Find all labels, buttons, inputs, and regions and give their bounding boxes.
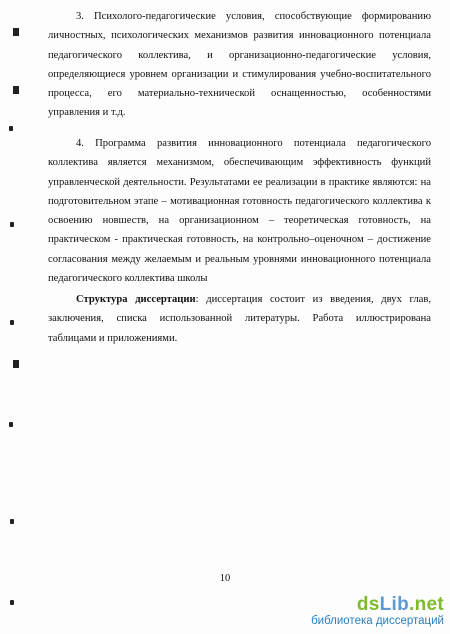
scan-mark-icon xyxy=(13,28,19,36)
scan-mark-icon xyxy=(10,600,14,605)
paragraph-3-block xyxy=(48,290,431,348)
paragraph-3 xyxy=(48,290,431,348)
watermark xyxy=(311,595,444,628)
watermark-logo: dsLib.net xyxy=(356,594,444,615)
paragraph-1-block xyxy=(48,7,431,123)
scan-mark-icon xyxy=(10,519,14,524)
paragraph-2: 4. Программа развития инновационного потенциала педагогического коллектива является механизмом, обеспечивающим эффективность функций управленческой деятельности. Результатами ее реализации в практике являются: на подготовительном этапе – мотивационная готовность педагогического коллектива к освоению новшеств, на организационном – теоретическая готовность, на практическом - практическая готовность, на контрольно–оценочном – достижение согласования между желаемым и реальным уровнями инновационного потенциала педагогического коллектива школы xyxy=(48,138,431,285)
watermark-subtitle: библиотека диссертаций xyxy=(311,615,444,627)
paragraph-1: 3. Психолого-педагогические условия, способствующие формированию личностных, психологических механизмов развития инновационного потенциала педагогического коллектива, и организационно-педагогические условия, определяющиеся уровнем организации и стимулирования учебно-воспитательного процесса, его материально-технической оснащенностью, особенностями управления и т.д. xyxy=(48,11,431,119)
scan-mark-icon xyxy=(9,422,13,427)
paragraph-3-body: : диссертация состоит из введения, двух глав, заключения, списка использованной литературы. Работа иллюстрирована таблицами и приложениями. xyxy=(48,294,431,344)
paragraph-3-lead: Структура диссертации xyxy=(76,294,196,305)
scan-mark-icon xyxy=(13,360,19,368)
scan-mark-icon xyxy=(13,86,19,94)
page-number: 10 xyxy=(219,573,231,584)
paragraph-2-block xyxy=(48,134,431,288)
scan-mark-icon xyxy=(10,320,14,325)
scan-mark-icon xyxy=(9,126,13,131)
scan-mark-icon xyxy=(10,222,14,227)
